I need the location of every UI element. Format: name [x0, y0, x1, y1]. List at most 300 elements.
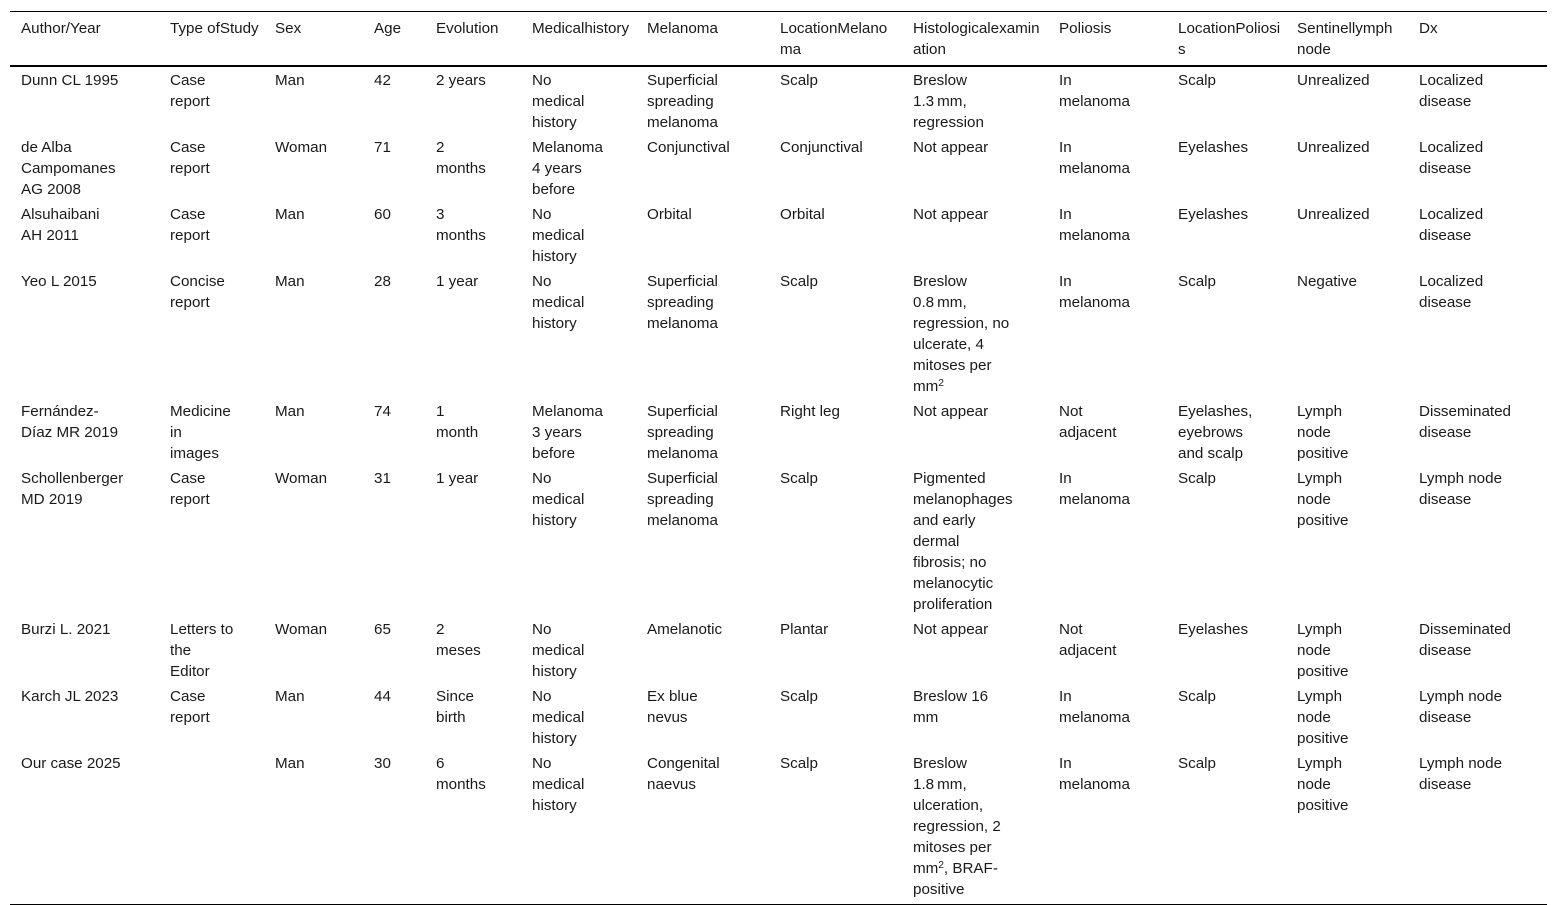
cell-text-line: disease — [1419, 294, 1472, 311]
cell-text-line: months — [436, 160, 486, 177]
cell-text-line: Melanoma — [532, 139, 603, 156]
cell-text-line: melanoma — [1059, 709, 1130, 726]
cell-diagnosis — [1408, 683, 1547, 750]
cell-melanoma — [636, 750, 769, 905]
cell-sentinel-lymph-node — [1286, 465, 1408, 616]
cell-text-line: medical — [532, 227, 585, 244]
cell-text-line: meses — [436, 642, 481, 659]
cell-text-line: Study — [219, 20, 259, 37]
cell-text-line: 60 — [374, 206, 391, 223]
cell-sex — [264, 268, 363, 398]
cell-text-line: ulceration, — [913, 797, 984, 814]
cell-text-line: Lymph — [1297, 470, 1343, 487]
cell-text-line: 6 — [436, 755, 445, 772]
cell-text-line: $mm^2$, BRAF- — [913, 860, 998, 877]
cell-text-line: Yeo L 2015 — [21, 273, 97, 290]
cell-text-line: Melanoma — [780, 20, 888, 58]
cell-text-line: Scalp — [1178, 688, 1216, 705]
cell-poliosis — [1048, 616, 1167, 683]
cell-text-line: Breslow — [913, 273, 968, 290]
cell-text-line: Localized — [1419, 139, 1484, 156]
cell-diagnosis — [1408, 465, 1547, 616]
cell-location-poliosis — [1167, 465, 1286, 616]
cell-evolution — [425, 616, 521, 683]
cell-text-line: Poliosis — [1178, 20, 1281, 58]
cell-text-line: Not — [1059, 621, 1083, 638]
cell-text-line: 1.8 mm, — [913, 776, 967, 793]
cell-diagnosis — [1408, 750, 1547, 905]
cell-evolution — [425, 201, 521, 268]
cell-text-line: disease — [1419, 227, 1472, 244]
cell-text-line: history — [532, 663, 577, 680]
cell-sex — [264, 201, 363, 268]
cell-text-line: Campomanes — [21, 160, 116, 177]
cell-text-line: Concise — [170, 273, 225, 290]
cell-text-line: 1.3 mm, — [913, 93, 967, 110]
cell-text-line: 42 — [374, 72, 391, 89]
cell-text-line: Type of — [170, 20, 220, 37]
cell-text-line: Man — [275, 755, 305, 772]
cell-text-line: positive — [1297, 663, 1349, 680]
cell-sentinel-lymph-node — [1286, 201, 1408, 268]
cell-text-line: melanoma — [1059, 491, 1130, 508]
cell-sex — [264, 66, 363, 134]
cell-text-line: Dunn CL 1995 — [21, 72, 119, 89]
cell-study-type — [159, 465, 264, 616]
table-row — [10, 683, 1547, 750]
cell-text-line: Dx — [1419, 20, 1438, 37]
cell-sex — [264, 750, 363, 905]
cell-text-line: dermal — [913, 533, 960, 550]
column-header-melanoma — [636, 12, 769, 67]
cell-histological-examination — [902, 268, 1048, 398]
cell-text-line: report — [170, 294, 210, 311]
cell-text-line: 44 — [374, 688, 391, 705]
cell-text-line: Man — [275, 72, 305, 89]
cell-text-line: positive — [1297, 730, 1349, 747]
cell-text-line: Evolution — [436, 20, 499, 37]
cell-text-line: before — [532, 445, 576, 462]
cell-location-poliosis — [1167, 683, 1286, 750]
cell-text-line: images — [170, 445, 219, 462]
cell-evolution — [425, 66, 521, 134]
cell-melanoma — [636, 465, 769, 616]
cell-text-line: Conjunctival — [647, 139, 730, 156]
cell-text-line: Karch JL 2023 — [21, 688, 119, 705]
cell-text-line: medical — [532, 294, 585, 311]
cell-sex — [264, 616, 363, 683]
cell-text-line: medical — [532, 642, 585, 659]
cell-melanoma — [636, 616, 769, 683]
cell-text-line: Man — [275, 688, 305, 705]
table-header — [10, 12, 1547, 67]
cell-age — [363, 616, 425, 683]
table-row — [10, 66, 1547, 134]
cell-text-line: Scalp — [780, 273, 818, 290]
cell-text-line: Case — [170, 470, 206, 487]
cell-text-line: adjacent — [1059, 642, 1117, 659]
table-row — [10, 750, 1547, 905]
header-row — [10, 12, 1547, 67]
cell-text-line: medical — [532, 776, 585, 793]
cell-text-line: Case — [170, 139, 206, 156]
cell-text-line: AG 2008 — [21, 181, 81, 198]
cell-author-year — [10, 683, 159, 750]
cell-text-line: Man — [275, 403, 305, 420]
cell-location-melanoma — [769, 398, 902, 465]
column-header-sex — [264, 12, 363, 67]
cell-location-melanoma — [769, 66, 902, 134]
cell-text-line: Age — [374, 20, 402, 37]
cell-text-line: Poliosis — [1059, 20, 1112, 37]
cell-author-year — [10, 750, 159, 905]
cell-text-line: naevus — [647, 776, 696, 793]
column-header-diagnosis — [1408, 12, 1547, 67]
cell-text-line: Unrealized — [1297, 139, 1370, 156]
cell-text-line: positive — [1297, 512, 1349, 529]
cell-text-line: Scalp — [1178, 273, 1216, 290]
cell-text-line: Scalp — [1178, 755, 1216, 772]
cell-text-line: disease — [1419, 93, 1472, 110]
cell-text-line: Superficial — [647, 470, 718, 487]
cell-melanoma — [636, 398, 769, 465]
cell-age — [363, 683, 425, 750]
cell-text-line: disease — [1419, 776, 1472, 793]
cell-text-line: Histological — [913, 20, 991, 37]
column-header-histological-examination — [902, 12, 1048, 67]
cell-text-line: lymph node — [1297, 20, 1393, 58]
cell-text-line: Orbital — [780, 206, 825, 223]
cell-sentinel-lymph-node — [1286, 750, 1408, 905]
cell-text-line: Lymph node — [1419, 470, 1503, 487]
cell-text-line: medical — [532, 491, 585, 508]
cell-text-line: melanophages — [913, 491, 1013, 508]
cell-text-line: Breslow — [913, 755, 968, 772]
cell-text-line: Our case 2025 — [21, 755, 121, 772]
cell-text-line: Lymph — [1297, 688, 1343, 705]
cell-text-line: history — [532, 114, 577, 131]
cell-text-line: positive — [1297, 445, 1349, 462]
cell-text-line: before — [532, 181, 576, 198]
cell-text-line: Not appear — [913, 206, 989, 223]
cell-text-line: Eyelashes — [1178, 206, 1249, 223]
cell-text-line: 74 — [374, 403, 391, 420]
cell-text-line: No — [532, 621, 552, 638]
cell-sex — [264, 683, 363, 750]
cell-text-line: Congenital — [647, 755, 720, 772]
table-row — [10, 616, 1547, 683]
cell-text-line: melanoma — [1059, 160, 1130, 177]
cell-text-line: In — [1059, 72, 1072, 89]
cell-text-line: month — [436, 424, 479, 441]
cell-text-line: Localized — [1419, 72, 1484, 89]
cell-text-line: eyebrows — [1178, 424, 1243, 441]
cell-text-line: Amelanotic — [647, 621, 723, 638]
cell-text-line: Case — [170, 688, 206, 705]
cell-text-line: Breslow — [913, 72, 968, 89]
column-header-author-year — [10, 12, 159, 67]
cell-text-line: Eyelashes, — [1178, 403, 1253, 420]
cell-text-line: Woman — [275, 470, 328, 487]
cell-poliosis — [1048, 66, 1167, 134]
cell-histological-examination — [902, 465, 1048, 616]
cell-text-line: disease — [1419, 491, 1472, 508]
cell-text-line: medical — [532, 93, 585, 110]
cell-text-line: Plantar — [780, 621, 829, 638]
cell-author-year — [10, 134, 159, 201]
cell-text-line: Sentinel — [1297, 20, 1352, 37]
cell-text-line: Fernández- — [21, 403, 99, 420]
cell-text-line: 1 year — [436, 470, 479, 487]
cell-diagnosis — [1408, 398, 1547, 465]
cell-text-line: Not — [1059, 403, 1083, 420]
cell-age — [363, 268, 425, 398]
cell-text-line: In — [1059, 139, 1072, 156]
table-row — [10, 201, 1547, 268]
cell-evolution — [425, 750, 521, 905]
cell-text-line: Scalp — [780, 755, 818, 772]
table-row — [10, 465, 1547, 616]
cell-text-line: Man — [275, 206, 305, 223]
column-header-poliosis — [1048, 12, 1167, 67]
column-header-medical-history — [521, 12, 636, 67]
cell-melanoma — [636, 201, 769, 268]
cell-text-line: 71 — [374, 139, 391, 156]
cell-text-line: regression, 2 — [913, 818, 1001, 835]
cell-sex — [264, 134, 363, 201]
cell-text-line: nevus — [647, 709, 688, 726]
cell-sex — [264, 398, 363, 465]
cell-text-line: history — [532, 315, 577, 332]
cell-text-line: Superficial — [647, 273, 718, 290]
cell-text-line: Localized — [1419, 206, 1484, 223]
cell-sentinel-lymph-node — [1286, 683, 1408, 750]
cell-text-line: Disseminated — [1419, 621, 1512, 638]
cell-text-line: mitoses per — [913, 357, 992, 374]
cell-location-melanoma — [769, 201, 902, 268]
cell-text-line: melanoma — [1059, 776, 1130, 793]
cell-text-line: Disseminated — [1419, 403, 1512, 420]
cell-melanoma — [636, 134, 769, 201]
cell-text-line: Orbital — [647, 206, 692, 223]
cell-text-line: disease — [1419, 160, 1472, 177]
cell-text-line: Not appear — [913, 621, 989, 638]
cell-text-line: Since — [436, 688, 474, 705]
cell-evolution — [425, 398, 521, 465]
cell-text-line: history — [532, 512, 577, 529]
cell-text-line: 65 — [374, 621, 391, 638]
cell-text-line: Scalp — [780, 688, 818, 705]
cell-text-line: In — [1059, 206, 1072, 223]
cell-medical-history — [521, 268, 636, 398]
cell-text-line: Not appear — [913, 403, 989, 420]
cell-study-type — [159, 616, 264, 683]
cell-text-line: 28 — [374, 273, 391, 290]
cell-text-line: disease — [1419, 424, 1472, 441]
cell-sentinel-lymph-node — [1286, 398, 1408, 465]
cell-location-melanoma — [769, 683, 902, 750]
cell-text-line: Medical — [532, 20, 585, 37]
cell-text-line: No — [532, 755, 552, 772]
cell-text-line: Woman — [275, 139, 328, 156]
cell-text-line: Woman — [275, 621, 328, 638]
cell-text-line: 1 year — [436, 273, 479, 290]
cell-text-line: ulcerate, 4 — [913, 336, 984, 353]
cell-poliosis — [1048, 750, 1167, 905]
cell-medical-history — [521, 465, 636, 616]
cell-text-line: No — [532, 273, 552, 290]
cell-text-line: spreading — [647, 424, 714, 441]
column-header-study-type — [159, 12, 264, 67]
cell-age — [363, 134, 425, 201]
cell-study-type — [159, 134, 264, 201]
cell-text-line: 4 years — [532, 160, 582, 177]
cell-text-line: node — [1297, 776, 1331, 793]
cell-text-line: 31 — [374, 470, 391, 487]
cell-text-line: 30 — [374, 755, 391, 772]
cell-text-line: fibrosis; no — [913, 554, 987, 571]
cell-text-line: and early — [913, 512, 976, 529]
cell-text-line: spreading — [647, 294, 714, 311]
cell-text-line: Lymph node — [1419, 688, 1503, 705]
cell-medical-history — [521, 683, 636, 750]
cell-text-line: in — [170, 424, 182, 441]
cell-text-line: Scalp — [1178, 72, 1216, 89]
comparison-table-container — [10, 11, 1547, 905]
cell-author-year — [10, 616, 159, 683]
cell-text-line: mitoses per — [913, 839, 992, 856]
cell-location-poliosis — [1167, 616, 1286, 683]
cell-poliosis — [1048, 134, 1167, 201]
cell-author-year — [10, 268, 159, 398]
cell-text-line: report — [170, 160, 210, 177]
cell-text-line: history — [532, 797, 577, 814]
cell-location-melanoma — [769, 750, 902, 905]
cell-text-line: de Alba — [21, 139, 72, 156]
cell-text-line: Author/Year — [21, 20, 101, 37]
cell-author-year — [10, 66, 159, 134]
cell-text-line: positive — [1297, 797, 1349, 814]
cell-histological-examination — [902, 750, 1048, 905]
cell-text-line: Unrealized — [1297, 72, 1370, 89]
cell-text-line: Ex blue — [647, 688, 698, 705]
cell-histological-examination — [902, 616, 1048, 683]
cell-location-poliosis — [1167, 134, 1286, 201]
cell-text-line: Lymph node — [1419, 755, 1503, 772]
cell-text-line: Sex — [275, 20, 302, 37]
column-header-sentinel-lymph-node — [1286, 12, 1408, 67]
cell-text-line: 2 — [436, 139, 445, 156]
cell-sentinel-lymph-node — [1286, 134, 1408, 201]
cell-text-line: Díaz MR 2019 — [21, 424, 119, 441]
cell-melanoma — [636, 268, 769, 398]
cell-text-line: $mm^2$ — [913, 378, 944, 395]
cell-text-line: melanoma — [647, 114, 718, 131]
cell-medical-history — [521, 750, 636, 905]
cell-text-line: mm — [913, 709, 939, 726]
cell-location-poliosis — [1167, 268, 1286, 398]
cell-diagnosis — [1408, 616, 1547, 683]
cell-text-line: history — [584, 20, 630, 37]
cell-location-melanoma — [769, 268, 902, 398]
cell-sentinel-lymph-node — [1286, 268, 1408, 398]
cell-text-line: report — [170, 491, 210, 508]
cell-study-type — [159, 268, 264, 398]
cell-evolution — [425, 465, 521, 616]
cell-study-type — [159, 398, 264, 465]
cell-text-line: Scalp — [780, 470, 818, 487]
cell-text-line: node — [1297, 709, 1331, 726]
cell-text-line: Letters to — [170, 621, 234, 638]
cell-location-poliosis — [1167, 398, 1286, 465]
column-header-evolution — [425, 12, 521, 67]
cell-text-line: Medicine — [170, 403, 231, 420]
cell-text-line: Melanoma — [532, 403, 603, 420]
cell-text-line: 1 — [436, 403, 445, 420]
cell-text-line: melanoma — [647, 315, 718, 332]
cell-histological-examination — [902, 683, 1048, 750]
cell-text-line: In — [1059, 755, 1072, 772]
cell-text-line: disease — [1419, 642, 1472, 659]
cell-text-line: In — [1059, 470, 1072, 487]
cell-text-line: No — [532, 470, 552, 487]
cell-text-line: MD 2019 — [21, 491, 83, 508]
cell-text-line: Superficial — [647, 403, 718, 420]
cell-text-line: history — [532, 248, 577, 265]
cell-age — [363, 465, 425, 616]
cell-text-line: months — [436, 227, 486, 244]
cell-text-line: Not appear — [913, 139, 989, 156]
cell-text-line: Lymph — [1297, 403, 1343, 420]
cell-text-line: In — [1059, 273, 1072, 290]
cell-diagnosis — [1408, 134, 1547, 201]
cell-text-line: spreading — [647, 491, 714, 508]
column-header-location-poliosis — [1167, 12, 1286, 67]
cell-evolution — [425, 683, 521, 750]
cell-text-line: the — [170, 642, 192, 659]
cell-medical-history — [521, 616, 636, 683]
cell-author-year — [10, 398, 159, 465]
cell-diagnosis — [1408, 66, 1547, 134]
cell-text-line: melanoma — [1059, 227, 1130, 244]
cell-sentinel-lymph-node — [1286, 66, 1408, 134]
cell-poliosis — [1048, 398, 1167, 465]
cell-melanoma — [636, 683, 769, 750]
cell-text-line: and scalp — [1178, 445, 1244, 462]
cell-text-line: disease — [1419, 709, 1472, 726]
cell-text-line: No — [532, 206, 552, 223]
cell-text-line: report — [170, 227, 210, 244]
cell-poliosis — [1048, 268, 1167, 398]
cell-text-line: Lymph — [1297, 755, 1343, 772]
cell-text-line: medical — [532, 709, 585, 726]
cell-evolution — [425, 268, 521, 398]
cell-text-line: Scalp — [780, 72, 818, 89]
cell-location-melanoma — [769, 134, 902, 201]
cell-text-line: Case — [170, 206, 206, 223]
cell-age — [363, 201, 425, 268]
table-row — [10, 268, 1547, 398]
cell-text-line: Lymph — [1297, 621, 1343, 638]
cell-text-line: Melanoma — [647, 20, 718, 37]
cell-text-line: Editor — [170, 663, 210, 680]
cell-age — [363, 398, 425, 465]
cell-text-line: positive — [913, 881, 965, 898]
cell-sex — [264, 465, 363, 616]
cell-poliosis — [1048, 683, 1167, 750]
cell-text-line: Schollenberger — [21, 470, 124, 487]
cell-text-line: No — [532, 72, 552, 89]
